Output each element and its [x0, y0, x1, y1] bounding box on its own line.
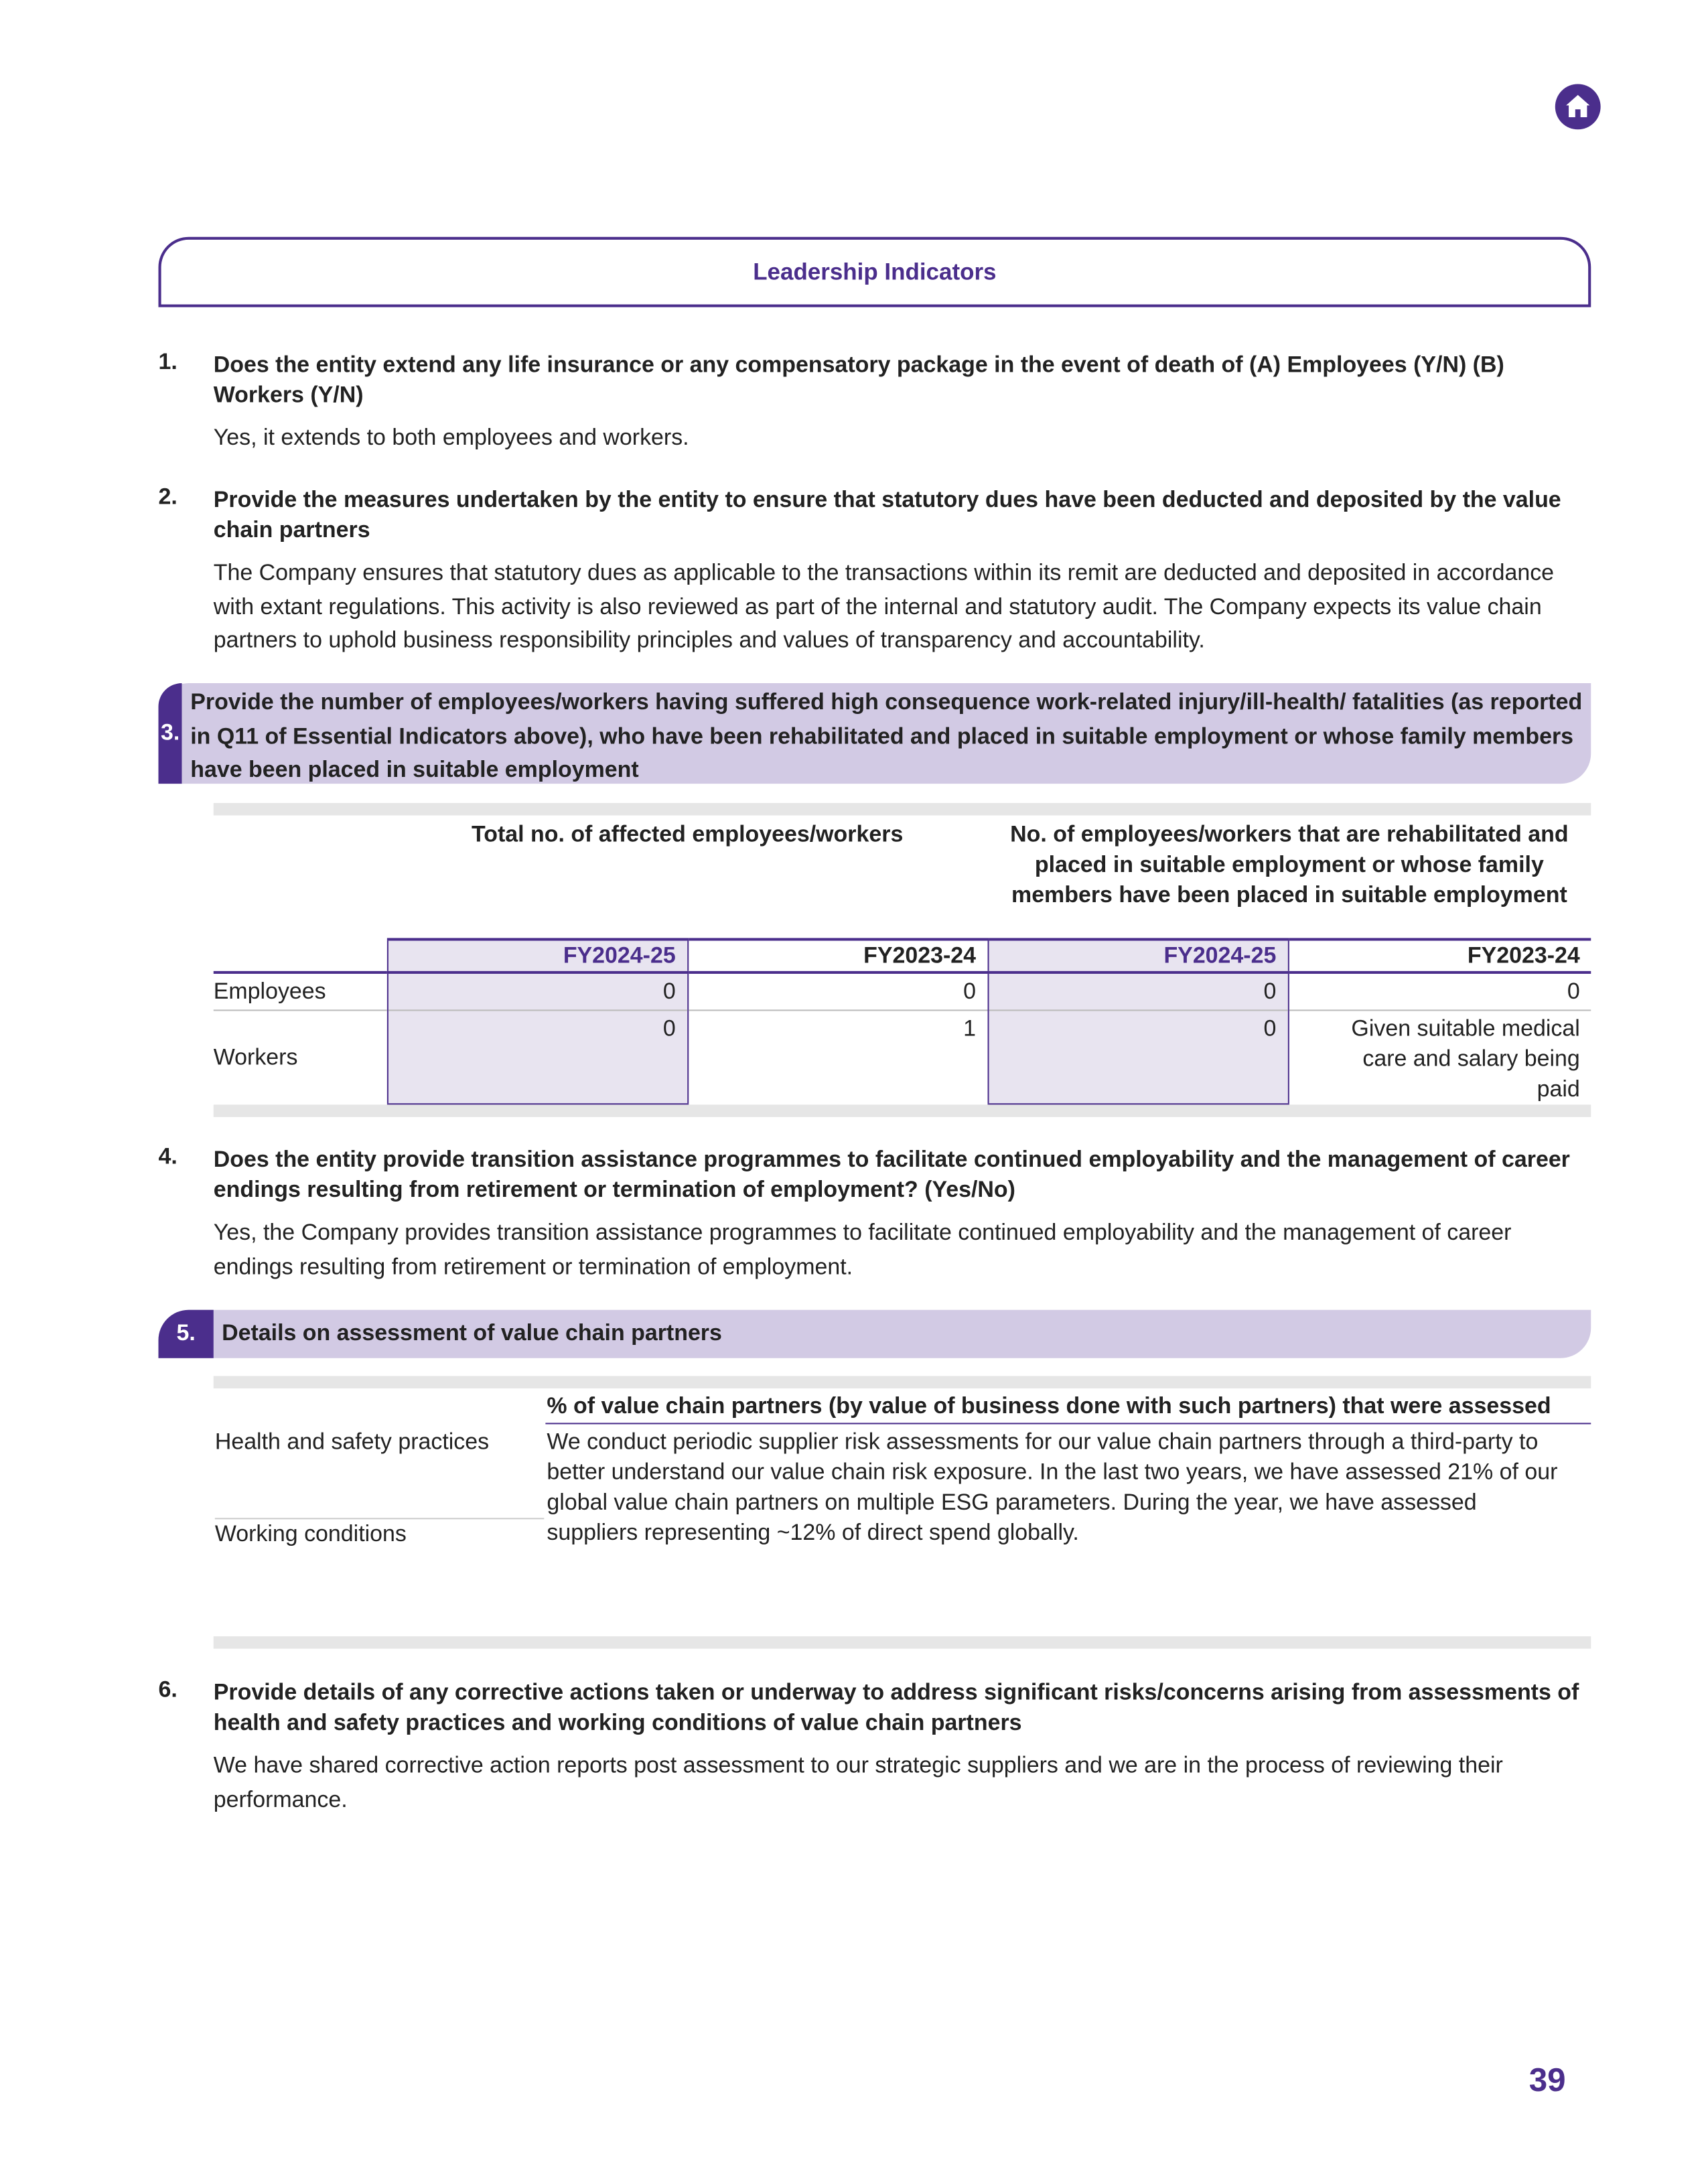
column-header: % of value chain partners (by value of business done with such partners) that were assessed [545, 1390, 1591, 1423]
year-header: FY2024-25 [387, 940, 687, 973]
home-icon[interactable] [1555, 84, 1601, 129]
question-number: 5. [158, 1310, 213, 1358]
divider [214, 803, 1591, 816]
question-number: 4. [158, 1144, 177, 1169]
divider [214, 1104, 1591, 1117]
page-number: 39 [1528, 2062, 1566, 2100]
question-1 [158, 350, 1591, 455]
cell: 0 [1567, 979, 1580, 1005]
question-5-band [158, 1310, 1591, 1358]
cell: 0 [387, 973, 687, 1011]
question-number: 3. [158, 683, 182, 784]
cell: Given suitable medical care and salary being paid [1351, 1016, 1580, 1102]
question-title: Provide the measures undertaken by the entity to ensure that statutory dues have been deducted and deposited by the value chain partners [213, 488, 1561, 543]
question-number: 2. [158, 484, 177, 510]
row-label: Health and safety practices [215, 1427, 545, 1519]
cell: 0 [988, 973, 1288, 1011]
column-group-header: No. of employees/workers that are rehabilitated and placed in suitable employment or whose family members have been placed in suitable employment [1010, 822, 1569, 908]
table-row [214, 1010, 1591, 1104]
column-group-header: Total no. of affected employees/workers [472, 822, 904, 847]
question-title: Provide the number of employees/workers having suffered high consequence work-related injury/ill-health/ fatalities (as reported in Q11 of Essential Indicators above), who have been rehabilitated and placed in suitable employment or whose family members have been placed in suitable employment [190, 690, 1583, 783]
divider [214, 1636, 1591, 1649]
question-title: Does the entity provide transition assistance programmes to facilitate continued employability and the management of career endings resulting from retirement or termination of employment? (Yes/No) [213, 1147, 1570, 1203]
question-answer: Yes, the Company provides transition assistance programmes to facilitate continued employability and the management of career endings resulting from retirement or termination of employment. [213, 1220, 1512, 1279]
cell: We conduct periodic supplier risk assessments for our value chain partners through a third-party to better understand our value chain risk exposure. In the last two years, we have assessed 21% of our global value chain partners on multiple ESG parameters. During the year, we have assessed suppliers representing ~12% of direct spend globally. [547, 1429, 1558, 1546]
question-number: 6. [158, 1677, 177, 1703]
question-3-band [158, 683, 1591, 784]
year-header: FY2024-25 [988, 940, 1288, 973]
question-title: Provide details of any corrective actions taken or underway to address significant risks/concerns arising from assessments of health and safety practices and working conditions of value chain partners [213, 1680, 1579, 1736]
section-header: Leadership Indicators [158, 237, 1591, 307]
cell: 1 [963, 1016, 977, 1041]
question-6 [158, 1678, 1591, 1817]
table-row [214, 973, 1591, 1011]
row-label: Workers [213, 1045, 298, 1070]
question-title: Does the entity extend any life insurance or any compensatory package in the event of death of (A) Employees (Y/N) (B) Workers (Y/N) [213, 352, 1504, 408]
cell: 0 [988, 1010, 1288, 1104]
year-header: FY2023-24 [1288, 940, 1591, 973]
question-answer: Yes, it extends to both employees and workers. [213, 425, 689, 451]
question-title: Details on assessment of value chain partners [222, 1321, 722, 1346]
year-header: FY2023-24 [687, 940, 987, 973]
row-label: Employees [214, 973, 387, 1011]
question-2 [158, 485, 1591, 658]
question-number: 1. [158, 350, 177, 375]
cell: 0 [387, 1010, 687, 1104]
row-label: Working conditions [214, 1521, 407, 1546]
value-chain-table [214, 1390, 1591, 1551]
divider [214, 1376, 1591, 1388]
question-4 [158, 1145, 1591, 1284]
rehabilitation-table [214, 815, 1591, 1106]
question-answer: The Company ensures that statutory dues as applicable to the transactions within its remit are deducted and deposited in accordance with extant regulations. This activity is also reviewed as part of the internal and statutory audit. The Company expects its value chain partners to uphold business responsibility principles and values of transparency and accountability. [213, 560, 1555, 653]
question-answer: We have shared corrective action reports post assessment to our strategic suppliers and we are in the process of reviewing their performance. [213, 1753, 1503, 1812]
cell: 0 [963, 979, 977, 1005]
